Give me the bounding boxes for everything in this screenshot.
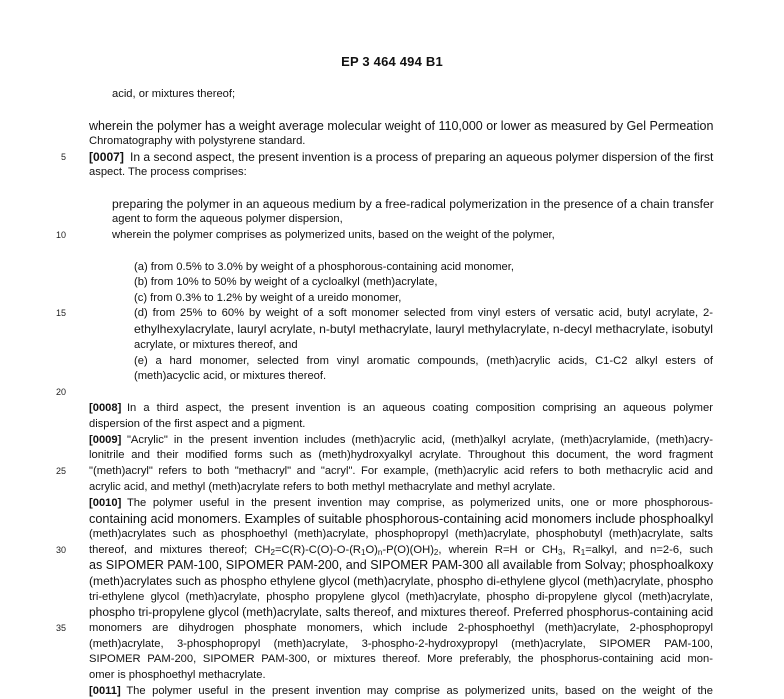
margin-line-number: 35 [55, 623, 66, 633]
text-line [89, 119, 713, 134]
formula-text: thereof, and mixtures thereof; CH [89, 544, 271, 556]
text-line [89, 511, 713, 526]
margin-line-number: 5 [60, 152, 66, 162]
line-text: (c) from 0.3% to 1.2% by weight of a ureido monomer, [134, 292, 402, 304]
line-text: (meth)acyclic acid, or mixtures thereof. [134, 370, 327, 382]
line-text: tri-ethylene glycol (meth)acrylate, phospho propylene glycol (meth)acrylate, phospho di-propylene glycol (meth)acrylate, [89, 591, 713, 603]
text-line [134, 354, 713, 369]
margin-line-number: 20 [55, 387, 66, 397]
text-line [89, 134, 305, 149]
margin-line-number: 10 [55, 230, 66, 240]
text-line [89, 574, 713, 589]
line-text: (d) from 25% to 60% by weight of a soft monomer selected from vinyl esters of versatic acid, butyl acrylate, 2- [134, 307, 713, 319]
line-text: preparing the polymer in an aqueous medium by a free-radical polymerization in the presence of a chain transfer [112, 197, 714, 211]
line-text: monomers are dihydrogen phosphate monomers, which include 2-phosphoethyl (meth)acrylate, 2-phosphopropyl [89, 622, 713, 634]
paragraph-number: [0008] [89, 402, 122, 414]
text-line [89, 621, 713, 636]
line-text: Chromatography with polystyrene standard. [89, 135, 306, 147]
line-text: phospho tri-propylene glycol (meth)acrylate, salts thereof, and mixtures thereof. Preferred phosphorus-containing acid [89, 605, 714, 619]
margin-line-number: 15 [55, 308, 66, 318]
paragraph-number: [0010] [89, 497, 122, 509]
formula-subscript: 2 [433, 548, 439, 557]
text-line [89, 684, 713, 699]
line-text: (b) from 10% to 50% by weight of a cycloalkyl (meth)acrylate, [134, 276, 438, 288]
line-text: wherein the polymer has a weight average molecular weight of 110,000 or lower as measured by Gel Permeation [89, 119, 714, 133]
line-text: containing acid monomers. Examples of suitable phosphorous-containing acid monomers include phosphoalkyl [89, 511, 714, 526]
formula-text: , wherein R=H or CH [438, 544, 558, 556]
line-text: The polymer useful in the present invention may comprise as polymerized units, based on the weight of the [126, 685, 713, 697]
text-line [89, 433, 713, 448]
formula-subscript: 3 [557, 548, 563, 557]
text-line [89, 448, 713, 463]
text-line [134, 306, 713, 321]
line-text: (meth)acrylates such as phosphoethyl (meth)acrylate, phosphopropyl (meth)acrylate, phosphobutyl (meth)acrylate, salts [89, 528, 713, 540]
line-text: In a second aspect, the present invention is a process of preparing an aqueous polymer dispersion of the first [129, 150, 714, 164]
text-line [112, 212, 343, 227]
formula-text: O) [365, 544, 378, 556]
text-line [89, 637, 713, 652]
formula-text: =alkyl, and n=2-6, such [585, 544, 713, 556]
line-text: ethylhexylacrylate, lauryl acrylate, n-butyl methacrylate, lauryl methylacrylate, n-decyl methacrylate, isobutyl [134, 322, 714, 336]
text-line [89, 480, 555, 495]
line-text: acid, or mixtures thereof; [112, 88, 236, 100]
line-text: "Acrylic" in the present invention includes (meth)acrylic acid, (meth)alkyl acrylate, (meth)acrylamide, (meth)acry- [126, 434, 713, 446]
line-text: aspect. The process comprises: [89, 166, 247, 178]
line-text: In a third aspect, the present invention is an aqueous coating composition comprising an aqueous polymer [126, 402, 713, 414]
text-line [89, 590, 713, 605]
text-line [112, 87, 235, 102]
text-line [89, 543, 713, 558]
text-line [112, 228, 555, 243]
line-text: acrylic acid, and methyl (meth)acrylate refers to both methyl methacrylate and methyl acrylate. [89, 481, 556, 493]
text-line [134, 291, 401, 306]
text-line [89, 417, 305, 432]
line-text: acrylate, or mixtures thereof, and [134, 339, 298, 351]
formula-text: -P(O)(OH) [382, 544, 434, 556]
line-text: (a) from 0.5% to 3.0% by weight of a phosphorous-containing acid monomer, [134, 261, 514, 273]
line-text: agent to form the aqueous polymer dispersion, [112, 213, 343, 225]
text-line [89, 496, 713, 511]
margin-line-number: 30 [55, 545, 66, 555]
paragraph-number: [0011] [89, 685, 121, 697]
text-line [89, 150, 713, 165]
formula-text: , R [562, 544, 581, 556]
margin-line-number: 25 [55, 466, 66, 476]
formula-subscript: 1 [361, 548, 366, 557]
text-line [134, 322, 713, 337]
line-text: (meth)acrylates such as phospho ethylene glycol (meth)acrylate, phospho di-ethylene glycol (meth)acrylate, phospho [89, 574, 714, 588]
line-text: wherein the polymer comprises as polymerized units, based on the weight of the polymer, [112, 229, 555, 241]
line-text: dispersion of the first aspect and a pigment. [89, 418, 306, 430]
text-line [134, 338, 298, 353]
paragraph-number: [0007] [89, 150, 124, 164]
line-text: lonitrile and their modified forms such as (meth)hydroxyalkyl acrylate. Throughout this document, the word fragment [89, 449, 713, 461]
line-text: SIPOMER PAM-200, SIPOMER PAM-300, or mixtures thereof. More preferably, the phosphorus-containing acid mon- [89, 653, 713, 665]
text-line [134, 369, 326, 384]
text-line [89, 668, 266, 683]
line-text: (meth)acrylate, 3-phosphopropyl (meth)acrylate, 3-phospho-2-hydroxypropyl (meth)acrylate, SIPOMER PAM-100, [89, 638, 713, 650]
text-line [89, 165, 247, 180]
patent-number-header: EP 3 464 494 B1 [341, 54, 443, 69]
line-text: omer is phosphoethyl methacrylate. [89, 669, 266, 681]
formula-subscript: 1 [580, 548, 586, 557]
text-line [134, 260, 514, 275]
text-line [89, 652, 713, 667]
line-text: "(meth)acryl" refers to both "methacryl" and "acryl". For example, (meth)acrylic acid refers to both methacrylic acid and [89, 465, 713, 477]
paragraph-number: [0009] [89, 434, 122, 446]
line-text: as SIPOMER PAM-100, SIPOMER PAM-200, and SIPOMER PAM-300 all available from Solvay; phosphoalkoxy [89, 558, 714, 572]
text-line [112, 197, 714, 212]
text-line [89, 558, 713, 573]
formula-subscript: 2 [270, 548, 275, 557]
text-line [89, 401, 713, 416]
line-text: The polymer useful in the present invention may comprise, as polymerized units, one or more phosphorous- [126, 497, 713, 509]
formula-subscript: n [377, 548, 383, 557]
formula-text: =C(R)-C(O)-O-(R [274, 544, 361, 556]
line-text: (e) a hard monomer, selected from vinyl aromatic compounds, (meth)acrylic acids, C1-C2 alkyl esters of [134, 355, 713, 367]
text-line [89, 464, 713, 479]
text-line [134, 275, 437, 290]
text-line [89, 605, 713, 620]
text-line [89, 527, 713, 542]
